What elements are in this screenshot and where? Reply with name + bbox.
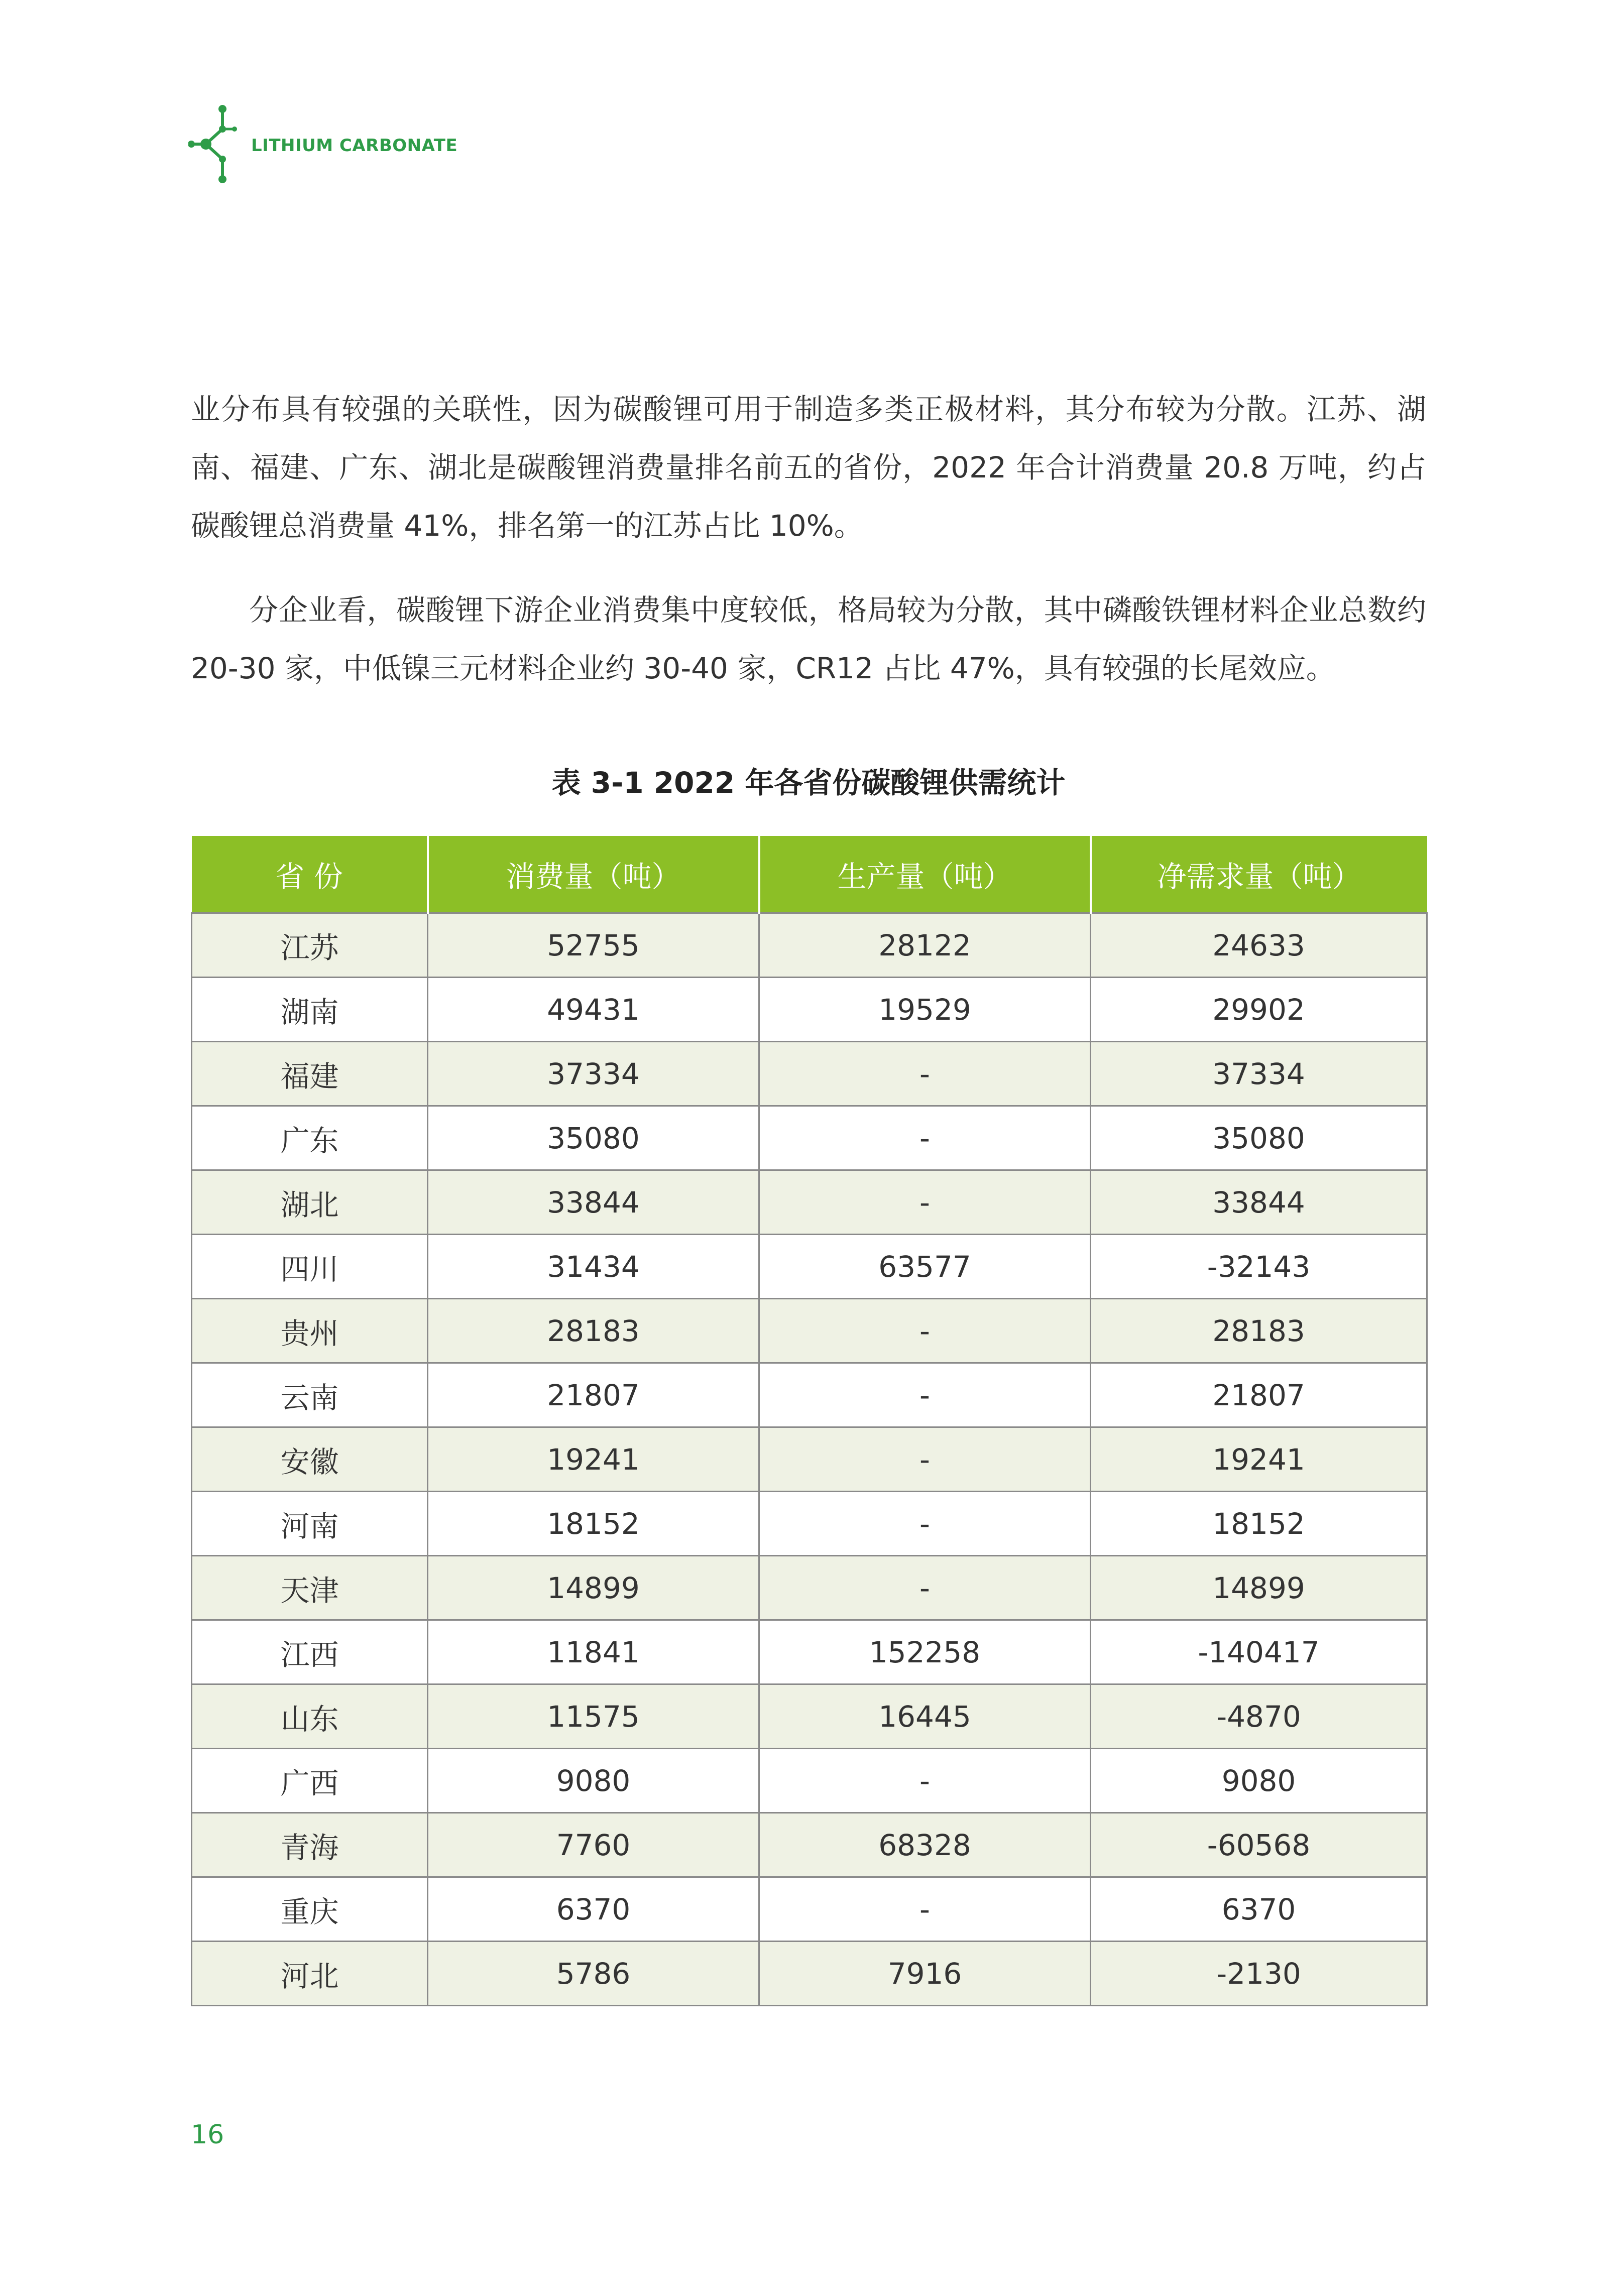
cell-consumption: 18152 xyxy=(428,1492,759,1556)
cell-consumption: 37334 xyxy=(428,1042,759,1106)
cell-production: 68328 xyxy=(759,1813,1091,1877)
supply-demand-table xyxy=(191,836,1428,2006)
cell-production: - xyxy=(759,1170,1091,1235)
table-row xyxy=(192,1813,1427,1877)
cell-consumption: 7760 xyxy=(428,1813,759,1877)
cell-net-demand: 24633 xyxy=(1091,913,1427,978)
column-header-net-demand: 净需求量（吨） xyxy=(1091,836,1427,913)
cell-province: 江苏 xyxy=(192,913,428,978)
header-title: LITHIUM CARBONATE xyxy=(251,136,458,156)
cell-net-demand: 37334 xyxy=(1091,1042,1427,1106)
table-row xyxy=(192,1042,1427,1106)
cell-consumption: 5786 xyxy=(428,1942,759,2006)
cell-net-demand: 28183 xyxy=(1091,1299,1427,1363)
cell-net-demand: 9080 xyxy=(1091,1749,1427,1813)
cell-production: 7916 xyxy=(759,1942,1091,2006)
cell-production: 152258 xyxy=(759,1620,1091,1684)
cell-production: 16445 xyxy=(759,1684,1091,1749)
cell-province: 湖北 xyxy=(192,1170,428,1235)
cell-province: 江西 xyxy=(192,1620,428,1684)
cell-production: - xyxy=(759,1556,1091,1620)
column-header-production: 生产量（吨） xyxy=(759,836,1091,913)
table-row xyxy=(192,1942,1427,2006)
cell-net-demand: -2130 xyxy=(1091,1942,1427,2006)
cell-production: 19529 xyxy=(759,978,1091,1042)
body-paragraph: 业分布具有较强的关联性，因为碳酸锂可用于制造多类正极材料，其分布较为分散。江苏、湖南、福建、广东、湖北是碳酸锂消费量排名前五的省份，2022 年合计消费量 20.8 万吨，约占碳酸锂总消费量 41%，排名第一的江苏占比 10%。 xyxy=(191,392,1426,543)
table-row xyxy=(192,1492,1427,1556)
table-row xyxy=(192,1427,1427,1492)
cell-province: 重庆 xyxy=(192,1877,428,1942)
cell-production: - xyxy=(759,1363,1091,1427)
cell-net-demand: 29902 xyxy=(1091,978,1427,1042)
cell-province: 贵州 xyxy=(192,1299,428,1363)
cell-production: - xyxy=(759,1427,1091,1492)
cell-province: 广西 xyxy=(192,1749,428,1813)
cell-net-demand: 18152 xyxy=(1091,1492,1427,1556)
cell-consumption: 49431 xyxy=(428,978,759,1042)
cell-net-demand: 33844 xyxy=(1091,1170,1427,1235)
table-row xyxy=(192,1235,1427,1299)
cell-province: 河北 xyxy=(192,1942,428,2006)
cell-net-demand: -32143 xyxy=(1091,1235,1427,1299)
cell-production: - xyxy=(759,1492,1091,1556)
cell-net-demand: 6370 xyxy=(1091,1877,1427,1942)
cell-consumption: 14899 xyxy=(428,1556,759,1620)
body-paragraph: 分企业看，碳酸锂下游企业消费集中度较低，格局较为分散，其中磷酸铁锂材料企业总数约 20-30 家，中低镍三元材料企业约 30-40 家，CR12 占比 47%，具有较强的长尾效应。 xyxy=(191,593,1426,685)
cell-consumption: 33844 xyxy=(428,1170,759,1235)
column-header-province: 省 份 xyxy=(192,836,428,913)
cell-production: - xyxy=(759,1042,1091,1106)
column-header-consumption: 消费量（吨） xyxy=(428,836,759,913)
table-title: 表 3-1 2022 年各省份碳酸锂供需统计 xyxy=(551,766,1066,800)
cell-net-demand: 14899 xyxy=(1091,1556,1427,1620)
table-row xyxy=(192,978,1427,1042)
cell-consumption: 9080 xyxy=(428,1749,759,1813)
cell-consumption: 11575 xyxy=(428,1684,759,1749)
cell-consumption: 11841 xyxy=(428,1620,759,1684)
page-number: 16 xyxy=(191,2120,224,2150)
table-row xyxy=(192,1363,1427,1427)
table-row xyxy=(192,1106,1427,1170)
cell-production: - xyxy=(759,1299,1091,1363)
cell-production: 28122 xyxy=(759,913,1091,978)
cell-province: 安徽 xyxy=(192,1427,428,1492)
cell-consumption: 19241 xyxy=(428,1427,759,1492)
table-row xyxy=(192,913,1427,978)
cell-net-demand: 21807 xyxy=(1091,1363,1427,1427)
table-row xyxy=(192,1684,1427,1749)
table-row xyxy=(192,1556,1427,1620)
cell-province: 四川 xyxy=(192,1235,428,1299)
cell-province: 天津 xyxy=(192,1556,428,1620)
table-row xyxy=(192,1620,1427,1684)
cell-net-demand: -4870 xyxy=(1091,1684,1427,1749)
cell-consumption: 21807 xyxy=(428,1363,759,1427)
table-row xyxy=(192,1749,1427,1813)
cell-consumption: 52755 xyxy=(428,913,759,978)
cell-net-demand: 35080 xyxy=(1091,1106,1427,1170)
cell-province: 湖南 xyxy=(192,978,428,1042)
cell-province: 河南 xyxy=(192,1492,428,1556)
cell-production: - xyxy=(759,1877,1091,1942)
cell-net-demand: 19241 xyxy=(1091,1427,1427,1492)
cell-production: - xyxy=(759,1749,1091,1813)
table-header-row xyxy=(192,836,1427,913)
table-row xyxy=(192,1877,1427,1942)
molecule-icon xyxy=(188,103,239,186)
cell-consumption: 6370 xyxy=(428,1877,759,1942)
cell-province: 山东 xyxy=(192,1684,428,1749)
cell-production: 63577 xyxy=(759,1235,1091,1299)
cell-net-demand: -140417 xyxy=(1091,1620,1427,1684)
cell-province: 青海 xyxy=(192,1813,428,1877)
cell-consumption: 28183 xyxy=(428,1299,759,1363)
cell-consumption: 31434 xyxy=(428,1235,759,1299)
cell-province: 福建 xyxy=(192,1042,428,1106)
cell-province: 广东 xyxy=(192,1106,428,1170)
cell-net-demand: -60568 xyxy=(1091,1813,1427,1877)
table-row xyxy=(192,1299,1427,1363)
cell-province: 云南 xyxy=(192,1363,428,1427)
table-row xyxy=(192,1170,1427,1235)
cell-consumption: 35080 xyxy=(428,1106,759,1170)
cell-production: - xyxy=(759,1106,1091,1170)
